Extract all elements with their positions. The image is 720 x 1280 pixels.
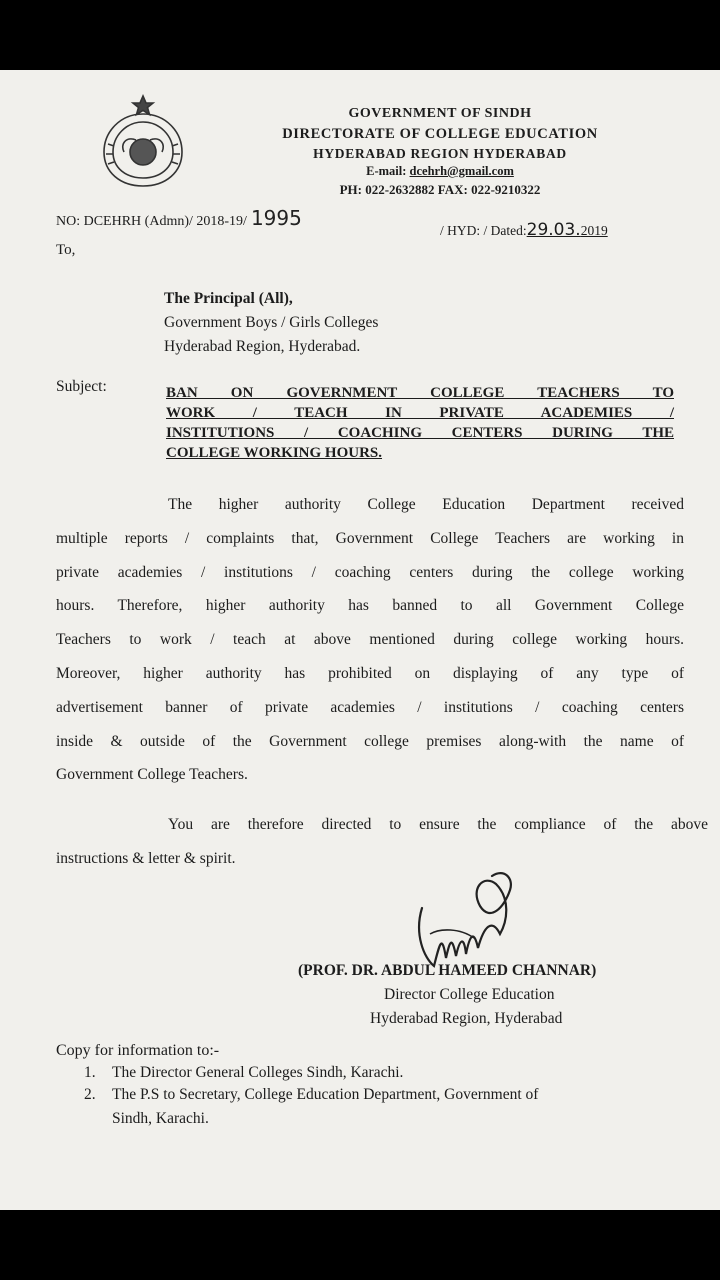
letterhead-region: HYDERABAD REGION HYDERABAD bbox=[313, 146, 567, 161]
paragraph-line: advertisement banner of private academies / institutions / coaching centers bbox=[56, 698, 684, 716]
email-link[interactable]: dcehrh@gmail.com bbox=[409, 164, 514, 178]
recipient-line-1 bbox=[164, 290, 293, 308]
body-paragraph-2 bbox=[56, 808, 708, 876]
paragraph-line: hours. Therefore, higher authority has banned to all Government College bbox=[56, 597, 684, 615]
copy-label: Copy for information to:- bbox=[56, 1042, 220, 1059]
date-year: 2019 bbox=[580, 223, 608, 238]
paragraph-line: inside & outside of the Government college premises along-with the name of bbox=[56, 732, 684, 750]
signatory-name: (PROF. DR. ABDUL HAMEED CHANNAR) bbox=[298, 962, 597, 979]
reference-date bbox=[440, 220, 608, 240]
subject-line: INSTITUTIONS / COACHING CENTERS DURING THE bbox=[166, 425, 674, 441]
letter-page bbox=[0, 70, 720, 1210]
letterhead-email bbox=[250, 164, 630, 179]
recipient-principal: The Principal (All), bbox=[164, 290, 293, 307]
subject-line: WORK / TEACH IN PRIVATE ACADEMIES / bbox=[166, 405, 674, 421]
letterhead-government: GOVERNMENT OF SINDH bbox=[348, 106, 532, 121]
to-label: To, bbox=[56, 242, 76, 258]
recipient-line-2: Government Boys / Girls Colleges bbox=[164, 314, 379, 331]
subject-label: Subject: bbox=[56, 378, 107, 395]
body-paragraph-1 bbox=[56, 488, 684, 792]
paragraph-line: Teachers to work / teach at above mentioned during college working hours. bbox=[56, 631, 684, 649]
paragraph-line: private academies / institutions / coaching centers during the college working bbox=[56, 563, 684, 581]
reference-prefix: NO: DCEHRH (Admn)/ 2018-19/ bbox=[56, 214, 247, 229]
paragraph-line: You are therefore directed to ensure the compliance of the above bbox=[168, 816, 708, 833]
copy-item-continuation: Sindh, Karachi. bbox=[112, 1110, 209, 1127]
copy-item: 2. The P.S to Secretary, College Education Department, Government of bbox=[84, 1086, 539, 1103]
reference-handwritten-number: 1995 bbox=[250, 206, 302, 230]
signatory-region: Hyderabad Region, Hyderabad bbox=[370, 1010, 563, 1027]
copy-item: 1. The Director General Colleges Sindh, Karachi. bbox=[84, 1064, 404, 1081]
letterhead-phone: PH: 022-2632882 FAX: 022-9210322 bbox=[339, 182, 541, 197]
recipient-line-3: Hyderabad Region, Hyderabad. bbox=[164, 338, 361, 355]
paragraph-line: multiple reports / complaints that, Government College Teachers are working in bbox=[56, 529, 684, 547]
paragraph-line: Moreover, higher authority has prohibited on displaying of any type of bbox=[56, 664, 684, 682]
subject-line: BAN ON GOVERNMENT COLLEGE TEACHERS TO bbox=[166, 385, 674, 401]
signatory-title: Director College Education bbox=[384, 986, 555, 1003]
sindh-government-seal-icon bbox=[96, 92, 190, 192]
paragraph-line: The higher authority College Education Department received bbox=[168, 496, 684, 513]
paragraph-line: instructions & letter & spirit. bbox=[56, 849, 236, 867]
reference-number bbox=[56, 206, 302, 230]
subject-text bbox=[166, 383, 674, 463]
subject-line: COLLEGE WORKING HOURS. bbox=[166, 445, 383, 461]
paragraph-line: Government College Teachers. bbox=[56, 766, 248, 784]
dated-prefix: / HYD: / Dated: bbox=[440, 223, 527, 238]
date-handwritten: 29.03. bbox=[526, 220, 581, 240]
letterhead-directorate: DIRECTORATE OF COLLEGE EDUCATION bbox=[282, 126, 598, 142]
email-label: E-mail: bbox=[366, 164, 410, 178]
